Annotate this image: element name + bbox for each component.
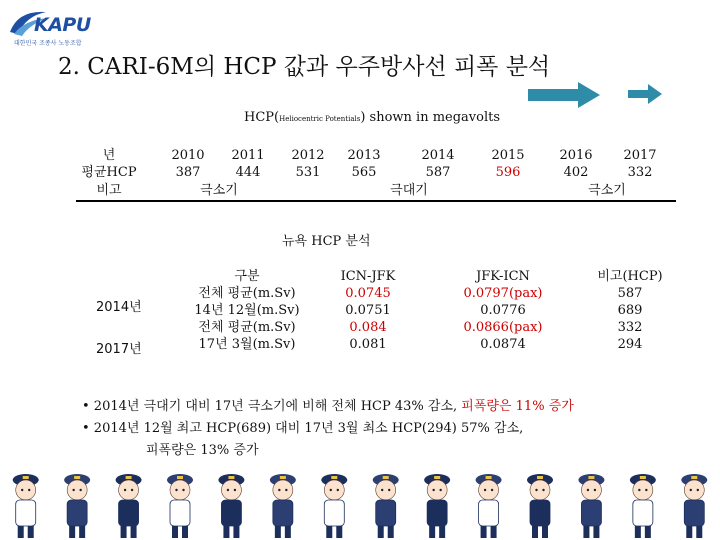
- hcp-subtitle: [244, 110, 500, 125]
- cartoon-crew-illustration: [0, 468, 720, 540]
- year-2012: 2012: [291, 148, 325, 163]
- year-2011: 2011: [231, 148, 265, 163]
- bullet-1: [82, 396, 707, 418]
- jfk-icn-column: [438, 268, 568, 353]
- crew-figure-icon: [270, 474, 296, 538]
- crew-figure-icon: [321, 474, 347, 538]
- row-label-year: 년: [102, 148, 116, 163]
- note-header: 비고(HCP): [597, 269, 663, 284]
- crew-figure-icon: [167, 474, 193, 538]
- analysis-year-2014: 2014년: [96, 300, 142, 315]
- year-2015: 2015: [491, 148, 525, 163]
- crew-figure-icon: [476, 474, 502, 538]
- label-1: 전체 평균(m.Sv): [198, 286, 296, 301]
- bullet-1-red: 피폭량은 11% 증가: [461, 399, 574, 414]
- bullet-1-main: • 2014년 극대기 대비 17년 극소기에 비해 전체 HCP 43% 감소,: [82, 399, 462, 414]
- label-column: [172, 268, 322, 353]
- hcp-2016: 402: [563, 165, 589, 180]
- label-header: 구분: [234, 269, 260, 284]
- hcp-2013: 565: [351, 165, 377, 180]
- logo-subtitle: 대한민국 조종사 노동조합: [14, 40, 82, 47]
- note-column: [580, 268, 680, 353]
- icn-jfk-1: 0.0745: [345, 286, 391, 301]
- crew-figure-icon: [373, 474, 399, 538]
- crew-figure-icon: [578, 474, 604, 538]
- summary-bottom-rule: [76, 200, 676, 202]
- analysis-year-2017: 2017년: [96, 342, 142, 357]
- hcp-summary-table: [76, 146, 676, 202]
- note-1: 587: [617, 286, 643, 301]
- crew-figure-icon: [64, 474, 90, 538]
- note-min-1: 극소기: [200, 183, 238, 198]
- hcp-2017: 332: [627, 165, 653, 180]
- bullet-2: • 2014년 12월 최고 HCP(689) 대비 17년 3월 최소 HCP(294) 57% 감소,: [82, 421, 524, 436]
- icn-jfk-4: 0.081: [349, 337, 387, 352]
- bullet-2-continuation: 피폭량은 13% 증가: [146, 443, 259, 458]
- crew-figure-icon: [681, 474, 707, 538]
- crew-figure-icon: [116, 474, 142, 538]
- subtitle-prefix: HCP(: [244, 110, 280, 125]
- jfk-icn-2: 0.0776: [480, 303, 526, 318]
- note-min-2: 극소기: [588, 183, 626, 198]
- year-2016: 2016: [559, 148, 593, 163]
- label-4: 17년 3월(m.Sv): [198, 337, 296, 352]
- page-title: 2. CARI-6M의 HCP 값과 우주방사선 피폭 분석: [58, 54, 551, 80]
- jfk-icn-3: 0.0866(pax): [463, 320, 543, 335]
- hcp-2011: 444: [235, 165, 261, 180]
- icn-jfk-2: 0.0751: [345, 303, 391, 318]
- note-3: 332: [617, 320, 643, 335]
- note-max: 극대기: [390, 183, 428, 198]
- kapu-logo: [8, 6, 98, 52]
- crew-figure-icon: [424, 474, 450, 538]
- crew-figure-icon: [630, 474, 656, 538]
- jfk-icn-header: JFK-ICN: [476, 269, 530, 284]
- icn-jfk-column: [320, 268, 416, 353]
- jfk-icn-1: 0.0797(pax): [463, 286, 543, 301]
- jfk-icn-4: 0.0874: [480, 337, 526, 352]
- year-2017: 2017: [623, 148, 657, 163]
- hcp-2015: 596: [495, 165, 521, 180]
- crew-figure-icon: [13, 474, 39, 538]
- nyc-heading: 뉴욕 HCP 분석: [282, 234, 371, 249]
- note-4: 294: [617, 337, 643, 352]
- subtitle-suffix: ) shown in megavolts: [360, 110, 501, 125]
- row-label-hcp: 평균HCP: [81, 165, 137, 180]
- row-label-note: 비고: [96, 183, 122, 198]
- next-small-arrow-icon[interactable]: [628, 84, 662, 104]
- year-2014: 2014: [421, 148, 455, 163]
- next-arrow-icon[interactable]: [528, 82, 600, 108]
- hcp-2012: 531: [295, 165, 321, 180]
- crew-figure-icon: [527, 474, 553, 538]
- logo-brand: KAPU: [34, 14, 91, 36]
- hcp-2010: 387: [175, 165, 201, 180]
- year-2013: 2013: [347, 148, 381, 163]
- conclusions: [82, 396, 707, 462]
- year-2010: 2010: [171, 148, 205, 163]
- label-3: 전체 평균(m.Sv): [198, 320, 296, 335]
- icn-jfk-header: ICN-JFK: [340, 269, 396, 284]
- crew-figure-icon: [218, 474, 244, 538]
- subtitle-small: Heliocentric Potentials: [279, 115, 361, 123]
- hcp-2014: 587: [425, 165, 451, 180]
- icn-jfk-3: 0.084: [349, 320, 387, 335]
- note-2: 689: [617, 303, 643, 318]
- label-2: 14년 12월(m.Sv): [194, 303, 300, 318]
